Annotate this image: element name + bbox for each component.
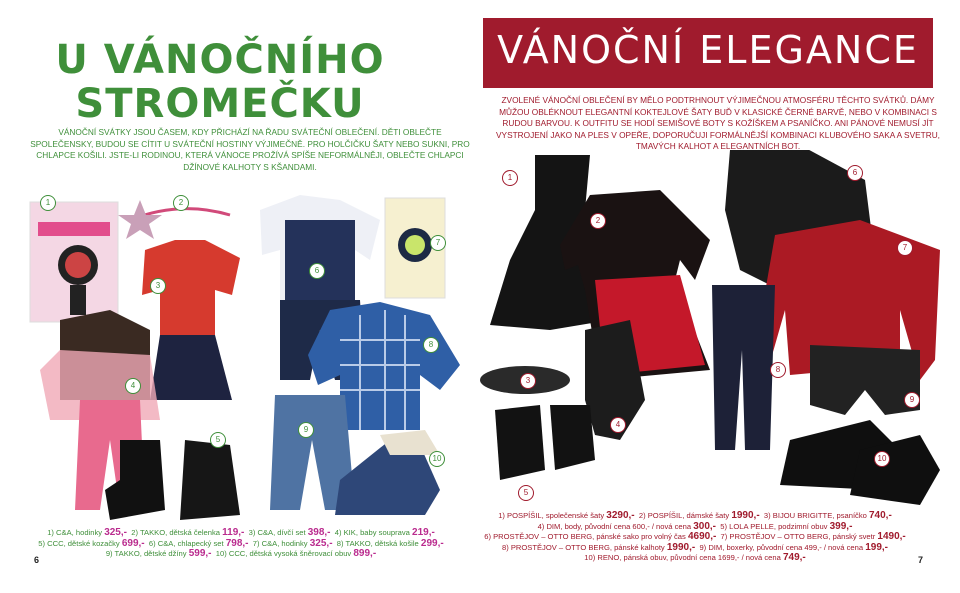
product-marker: 8 bbox=[423, 337, 439, 353]
right-page-title: VÁNOČNÍ ELEGANCE bbox=[497, 28, 919, 72]
left-title-line1: U VÁNOČNÍHO bbox=[55, 37, 385, 83]
kids-boots bbox=[105, 440, 240, 520]
caption-item: 3) BIJOU BRIGITTE, psaníčko 740,- bbox=[763, 510, 892, 521]
product-marker: 4 bbox=[125, 378, 141, 394]
product-marker: 2 bbox=[173, 195, 189, 211]
product-marker: 10 bbox=[874, 451, 890, 467]
right-captions bbox=[480, 511, 910, 564]
caption-item: 6) PROSTĚJOV – OTTO BERG, pánské sako pro volný čas 4690,- bbox=[484, 531, 717, 542]
product-marker: 5 bbox=[210, 432, 226, 448]
caption-item: 6) C&A, chlapecký set 798,- bbox=[148, 537, 249, 549]
snow-boots bbox=[335, 430, 440, 515]
caption-item: 7) PROSTĚJOV – OTTO BERG, pánský svetr 1490,- bbox=[720, 531, 906, 542]
kids-products-illustration bbox=[0, 190, 480, 530]
caption-item: 10) RENO, pánská obuv, původní cena 1699,- / nová cena 749,- bbox=[584, 552, 806, 563]
mens-shoes bbox=[780, 420, 940, 505]
left-captions bbox=[26, 528, 456, 560]
left-title-line2: STROMEČKU bbox=[75, 81, 365, 127]
left-page-title bbox=[30, 38, 410, 126]
girls-set bbox=[142, 240, 240, 400]
boxers bbox=[810, 345, 920, 415]
right-page bbox=[480, 0, 960, 593]
product-marker: 4 bbox=[610, 417, 626, 433]
product-marker: 10 bbox=[429, 451, 445, 467]
product-marker: 9 bbox=[904, 392, 920, 408]
caption-item: 1) C&A, hodinky 325,- bbox=[47, 527, 127, 538]
product-marker: 1 bbox=[40, 195, 56, 211]
caption-item: 5) LOLA PELLE, podzimní obuv 399,- bbox=[720, 520, 853, 532]
product-marker: 3 bbox=[150, 278, 166, 294]
caption-item: 4) DIM, body, původní cena 600,- / nová cena 300,- bbox=[537, 520, 717, 532]
caption-item: 5) CCC, dětské kozačky 699,- bbox=[38, 537, 145, 549]
ankle-boots bbox=[495, 405, 595, 480]
product-marker: 1 bbox=[502, 170, 518, 186]
product-marker: 7 bbox=[897, 240, 913, 256]
page-number-left: 6 bbox=[34, 555, 40, 565]
product-marker: 9 bbox=[298, 422, 314, 438]
caption-item: 9) TAKKO, dětské džíny 599,- bbox=[105, 548, 212, 559]
page-number-right: 7 bbox=[918, 555, 924, 565]
caption-item: 3) C&A, dívčí set 398,- bbox=[248, 527, 331, 538]
product-marker: 2 bbox=[590, 213, 606, 229]
caption-item: 7) C&A, hodinky 325,- bbox=[252, 537, 333, 549]
caption-item: 10) CCC, dětská vysoká šněrovací obuv 899,- bbox=[215, 548, 377, 559]
hello-kitty-watch bbox=[30, 202, 118, 322]
caption-item: 2) TAKKO, dětská čelenka 119,- bbox=[131, 527, 245, 538]
caption-item: 9) DIM, boxerky, původní cena 499,- / nová cena 199,- bbox=[699, 541, 889, 553]
product-marker: 3 bbox=[520, 373, 536, 389]
product-marker: 6 bbox=[847, 165, 863, 181]
caption-item: 2) POSPÍŠIL, dámské šaty 1990,- bbox=[638, 510, 760, 521]
caption-item: 4) KIK, baby souprava 219,- bbox=[334, 527, 435, 538]
product-marker: 6 bbox=[309, 263, 325, 279]
product-marker: 5 bbox=[518, 485, 534, 501]
product-marker: 8 bbox=[770, 362, 786, 378]
title-banner bbox=[483, 18, 933, 88]
right-page-intro: ZVOLENÉ VÁNOČNÍ OBLEČENÍ BY MĚLO PODTRHNOUT VÝJIMEČNOU ATMOSFÉRU TĚCHTO SVÁTKŮ. DÁMY MŮŽOU OBLÉKNOUT ELEGANTNÍ KOKTEJLOVÉ ŠATY BUĎ V KLASICKÉ ČERNÉ BARVĚ, NEBO V KOMBINACI S RUDOU BARVOU. K OUTFITU SE HODÍ SEMIŠOVÉ BOTY S KOŽÍŠKEM A PSANÍČKO. ANI PÁNOVÉ NEMUSÍ JÍT VYSTROJENÍ JAKO NA PLES V OPEŘE, DOPORUČUJI FORMÁLNĚJŠÍ KOMBINACI KLUBOVÉHO SAKA A SVETRU, TMAVÝCH KALHOT A ELEGANTNÍCH BOT. bbox=[496, 95, 940, 151]
trousers bbox=[712, 285, 775, 450]
left-page-intro: VÁNOČNÍ SVÁTKY JSOU ČASEM, KDY PŘICHÁZÍ NA ŘADU SVÁTEČNÍ OBLEČENÍ. DĚTI OBLEČTE SPOLEČENSKY, BUDOU SE CÍTIT U SVÁTEČNÍ HOSTINY VÝJIMEČNĚ. PRO HOLČIČKU ŠATY NEBO SUKNI, PRO CHLAPCE KOŠILI. JSTE-LI RODINOU, KTERÁ VÁNOCE PROŽÍVÁ SPÍŠE NEFORMÁLNĚJI, OBLEČTE CHLAPCI DŽÍNOVÉ KALHOTY S KŠANDAMI. bbox=[30, 127, 470, 172]
caption-item: 1) POSPÍŠIL, společenské šaty 3290,- bbox=[498, 510, 635, 521]
caption-item: 8) TAKKO, dětská košile 299,- bbox=[336, 537, 444, 549]
product-marker: 7 bbox=[430, 235, 446, 251]
caption-item: 8) PROSTĚJOV – OTTO BERG, pánské kalhoty 1990,- bbox=[501, 541, 696, 553]
